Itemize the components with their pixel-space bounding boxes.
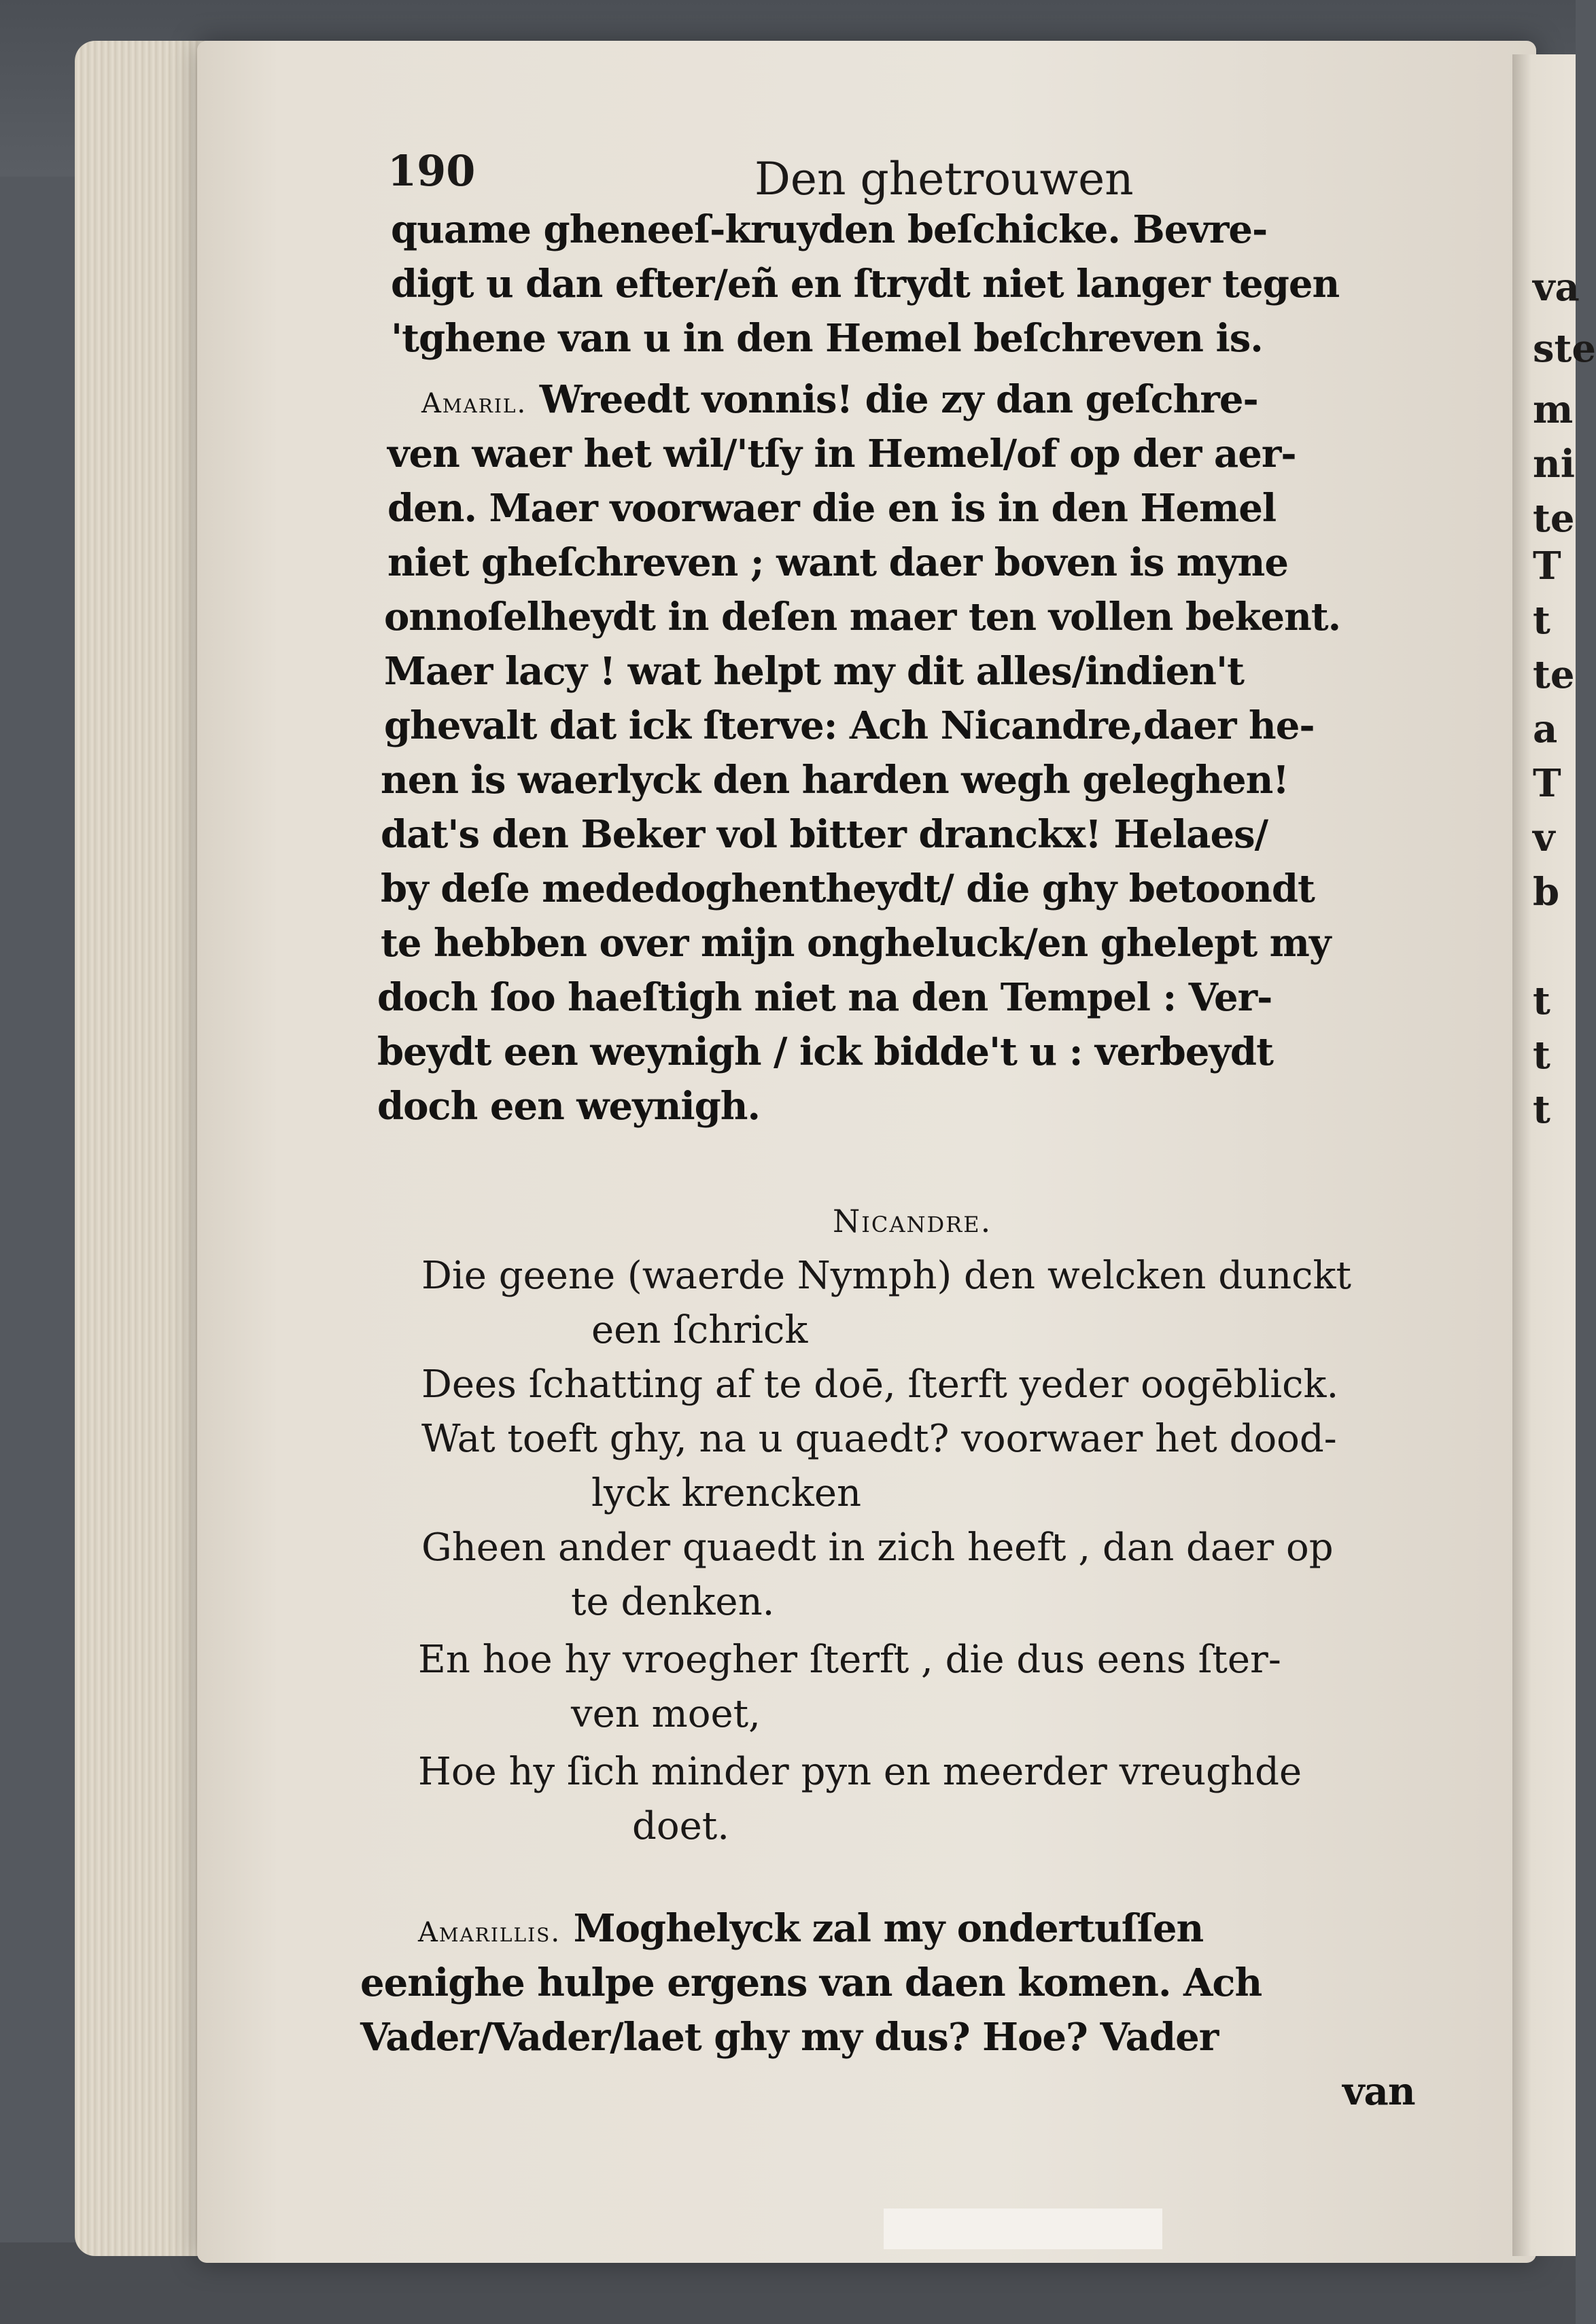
text-line: by deſe mededoghentheydt/ die ghy betoondt	[381, 866, 1315, 911]
verse-line: Die geene (waerde Nymph) den welcken dunckt	[421, 1254, 1351, 1298]
text-line: te hebben over mijn ongheluck/en ghelept my	[381, 921, 1331, 966]
text-line: Moghelyck zal my ondertuſſen	[561, 1906, 1204, 1951]
facing-page-text: va	[1533, 265, 1580, 310]
verse-line: Dees ſchatting af te doē, ſterft yeder oogēblick.	[421, 1362, 1339, 1407]
page-number: 190	[387, 146, 476, 196]
verse-line: En hoe hy vroegher ſterft , die dus eens ſter-	[418, 1638, 1281, 1682]
text-line: 'tghene van u in den Hemel beſchreven is.	[391, 316, 1263, 361]
text-line: beydt een weynigh / ick bidde't u : verbeydt	[377, 1029, 1273, 1074]
text-line: quame gheneeſ-kruyden beſchicke. Bevre-	[391, 207, 1268, 252]
speaker-name: Amarillis.	[418, 1917, 561, 1948]
verse-line: doet.	[632, 1804, 730, 1848]
facing-page-text: m	[1533, 387, 1574, 432]
verse-line: Gheen ander quaedt in zich heeft , dan daer op	[421, 1526, 1334, 1570]
facing-page-text: T	[1533, 544, 1561, 588]
text-line: Wreedt vonnis! die zy dan geſchre-	[527, 377, 1258, 422]
text-line: doch een weynigh.	[377, 1084, 761, 1129]
label-strip	[884, 2208, 1162, 2249]
verse-line: een ſchrick	[591, 1308, 808, 1352]
facing-page-text: ni	[1533, 442, 1575, 487]
verse-line: lyck krencken	[591, 1471, 862, 1515]
catchword: van	[1342, 2069, 1415, 2114]
speaker-name: Amaril.	[421, 388, 527, 419]
text-line: niet gheſchreven ; want daer boven is myne	[387, 540, 1289, 585]
text-line: ven waer het wil/'tſy in Hemel/of op der aer-	[387, 432, 1296, 476]
verse-line: Hoe hy ſich minder pyn en meerder vreughde	[418, 1750, 1302, 1794]
facing-page-edge	[1512, 54, 1596, 2256]
verse-line: ven moet,	[571, 1692, 761, 1736]
speaker-heading: Nicandre.	[833, 1203, 992, 1239]
verse-line: Wat toeft ghy, na u quaedt? voorwaer het dood-	[421, 1417, 1337, 1461]
facing-page-text: t	[1533, 1033, 1550, 1078]
facing-page-text: T	[1533, 761, 1561, 806]
facing-page-text: te	[1533, 652, 1575, 697]
text-line: den. Maer voorwaer die en is in den Hemel	[387, 486, 1277, 531]
text-line: Vader/Vader/laet ghy my dus? Hoe? Vader	[360, 2015, 1219, 2060]
facing-page-text: t	[1533, 1087, 1550, 1132]
running-title: Den ghetrouwen	[754, 153, 1134, 205]
text-line: onnoſelheydt in deſen maer ten vollen bekent.	[384, 595, 1341, 639]
facing-page-text: v	[1533, 815, 1555, 860]
speech-first-line	[421, 377, 1258, 422]
text-line: doch ſoo haeſtigh niet na den Tempel : Ver-	[377, 975, 1272, 1020]
speech-first-line	[418, 1906, 1203, 1951]
text-line: eenighe hulpe ergens van daen komen. Ach	[360, 1960, 1262, 2005]
facing-page-text: t	[1533, 598, 1550, 643]
text-line: dat's den Beker vol bitter dranckx! Helaes/	[381, 812, 1268, 857]
text-line: digt u dan efter/eñ en ſtrydt niet langer tegen	[391, 262, 1340, 306]
facing-page-text: ste	[1533, 326, 1596, 371]
text-line: ghevalt dat ick ſterve: Ach Nicandre,daer he-	[384, 703, 1315, 748]
verse-line: te denken.	[571, 1580, 775, 1624]
text-line: Maer lacy ! wat helpt my dit alles/indien't	[384, 649, 1244, 694]
facing-page-text: b	[1533, 870, 1560, 915]
text-line: nen is waerlyck den harden wegh geleghen!	[381, 758, 1289, 803]
facing-page-text: t	[1533, 979, 1550, 1023]
facing-page-text: te	[1533, 496, 1575, 541]
facing-page-text: a	[1533, 707, 1558, 752]
